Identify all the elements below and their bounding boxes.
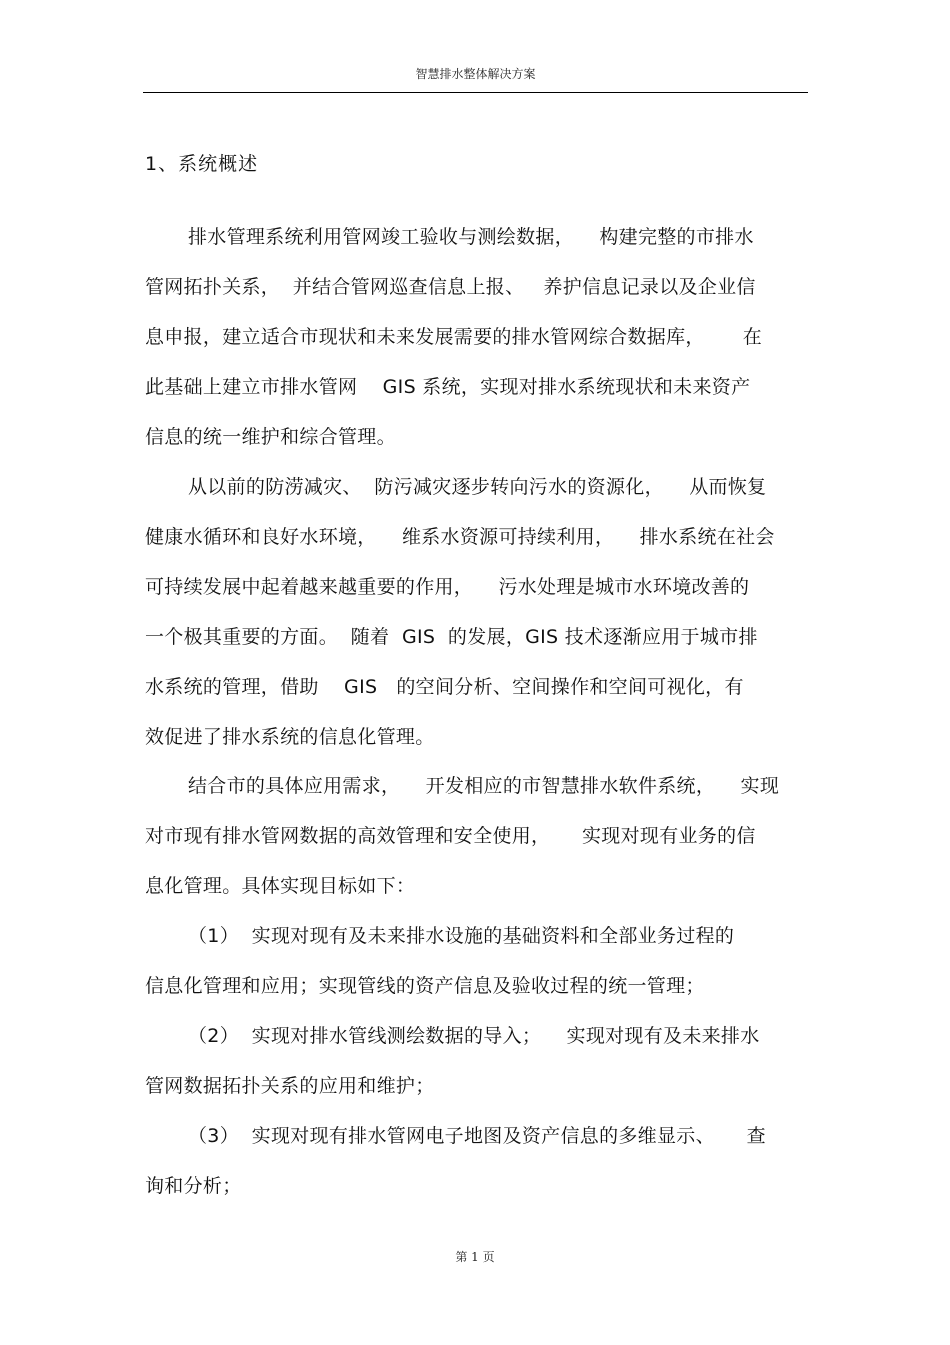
list-item-line: （2） 实现对排水管线测绘数据的导入； 实现对现有及未来排水 xyxy=(188,1025,760,1047)
page-footer xyxy=(0,1248,950,1266)
list-item-line: 管网数据拓扑关系的应用和维护； xyxy=(145,1075,435,1097)
paragraph-line: 效促进了排水系统的信息化管理。 xyxy=(145,726,435,748)
paragraph-line: 结合市的具体应用需求， 开发相应的市智慧排水软件系统， 实现 xyxy=(188,775,780,797)
list-item-line: （3） 实现对现有排水管网电子地图及资产信息的多维显示、 查 xyxy=(188,1125,766,1147)
paragraph-line: 健康水循环和良好水环境， 维系水资源可持续利用， 排水系统在社会 xyxy=(145,526,775,548)
paragraph-line: 对市现有排水管网数据的高效管理和安全使用， 实现对现有业务的信 xyxy=(145,825,756,847)
paragraph-line: 排水管理系统利用管网竣工验收与测绘数据， 构建完整的市排水 xyxy=(188,226,754,248)
paragraph-line: 管网拓扑关系， 并结合管网巡查信息上报、 养护信息记录以及企业信 xyxy=(145,276,756,298)
list-item-line: （1） 实现对现有及未来排水设施的基础资料和全部业务过程的 xyxy=(188,925,735,947)
paragraph-line: 此基础上建立市排水管网 GIS 系统，实现对排水系统现状和未来资产 xyxy=(145,376,751,398)
paragraph-line: 信息的统一维护和综合管理。 xyxy=(145,426,396,448)
list-item-line: 信息化管理和应用；实现管线的资产信息及验收过程的统一管理； xyxy=(145,975,705,997)
paragraph-line: 息申报，建立适合市现状和未来发展需要的排水管网综合数据库， 在 xyxy=(145,326,763,348)
header-title: 智慧排水整体解决方案 xyxy=(415,67,536,81)
page-header xyxy=(143,64,808,93)
paragraph-line: 息化管理。具体实现目标如下： xyxy=(145,875,416,897)
paragraph-line: 一个极其重要的方面。 随着 GIS 的发展，GIS 技术逐渐应用于城市排 xyxy=(145,626,758,648)
section-title: 1、系统概述 xyxy=(145,153,259,175)
page-number: 第 1 页 xyxy=(455,1250,495,1264)
list-item-line: 询和分析； xyxy=(145,1175,242,1197)
paragraph-line: 水系统的管理，借助 GIS 的空间分析、空间操作和空间可视化，有 xyxy=(145,676,744,698)
paragraph-line: 从以前的防涝减灾、 防污减灾逐步转向污水的资源化， 从而恢复 xyxy=(188,476,767,498)
paragraph-line: 可持续发展中起着越来越重要的作用， 污水处理是城市水环境改善的 xyxy=(145,576,750,598)
